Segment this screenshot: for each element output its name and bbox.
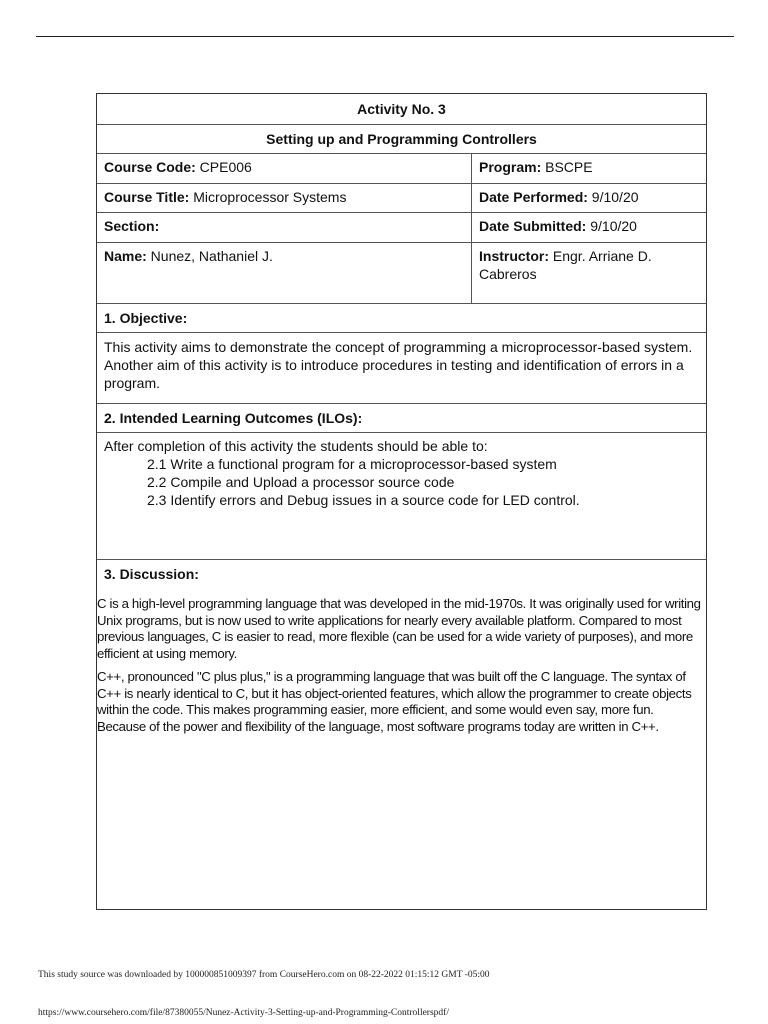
discussion-heading: 3. Discussion: bbox=[104, 566, 199, 582]
subtitle-row bbox=[97, 124, 706, 153]
discussion-body bbox=[97, 583, 706, 735]
discussion-paragraph: C is a high-level programming language that was developed in the mid-1970s. It was originally used for writing Unix programs, but is now used to write applications for nearly every available platform. Compared to most previous languages, C is easier to read, more flexible (can be used for a wide variety of purposes), and more efficient at using memory. bbox=[97, 596, 701, 661]
discussion-row bbox=[97, 559, 706, 909]
date-performed-value: 9/10/20 bbox=[587, 189, 639, 205]
course-title-value: Microprocessor Systems bbox=[189, 189, 347, 205]
objective-body-row bbox=[97, 332, 706, 403]
ilo-body-row bbox=[97, 432, 706, 559]
course-code-value: CPE006 bbox=[195, 159, 252, 175]
activity-subtitle: Setting up and Programming Controllers bbox=[266, 131, 537, 147]
ilo-item: 2.2 Compile and Upload a processor source code bbox=[147, 474, 455, 490]
program-value: BSCPE bbox=[541, 159, 593, 175]
download-notice: This study source was downloaded by 100000851009397 from CourseHero.com on 08-22-2022 01:15:12 GMT -05:00 bbox=[38, 970, 490, 980]
ilo-heading: 2. Intended Learning Outcomes (ILOs): bbox=[104, 410, 363, 426]
info-row-2 bbox=[97, 183, 706, 212]
date-performed-label: Date Performed: bbox=[479, 189, 588, 205]
date-submitted-value: 9/10/20 bbox=[586, 218, 637, 234]
info-row-3 bbox=[97, 212, 706, 242]
instructor-label: Instructor: bbox=[479, 248, 549, 264]
objective-text: This activity aims to demonstrate the concept of programming a microprocessor-based system. Another aim of this activity is to introduce procedures in testing and identification of errors in a program. bbox=[104, 339, 693, 391]
top-rule bbox=[36, 36, 734, 37]
discussion-paragraph: C++, pronounced "C plus plus," is a programming language that was built off the C language. The syntax of C++ is nearly identical to C, but it has object-oriented features, which allow the programmer to create objects within the code. This makes programming easier, more efficient, and some would even say, more fun. Because of the power and flexibility of the language, most software programs today are written in C++. bbox=[97, 669, 692, 734]
name-label: Name: bbox=[104, 248, 147, 264]
objective-heading-row bbox=[97, 303, 706, 332]
ilo-item: 2.3 Identify errors and Debug issues in a source code for LED control. bbox=[147, 492, 580, 508]
instructor-value: Engr. Arriane D. Cabreros bbox=[479, 248, 652, 282]
ilo-body bbox=[97, 433, 587, 559]
instructor-cell bbox=[472, 243, 706, 303]
section-label: Section: bbox=[104, 218, 160, 234]
title-row bbox=[97, 94, 706, 124]
objective-heading: 1. Objective: bbox=[104, 310, 188, 326]
activity-title: Activity No. 3 bbox=[357, 101, 446, 117]
name-value: Nunez, Nathaniel J. bbox=[146, 248, 273, 264]
date-submitted-cell bbox=[472, 213, 706, 242]
course-code-cell bbox=[97, 154, 472, 183]
source-url[interactable]: https://www.coursehero.com/file/87380055/Nunez-Activity-3-Setting-up-and-Programming-Controllerspdf/ bbox=[38, 1008, 449, 1018]
ilo-heading-row bbox=[97, 403, 706, 432]
course-title-label: Course Title: bbox=[104, 189, 190, 205]
ilo-item: 2.1 Write a functional program for a microprocessor-based system bbox=[147, 456, 557, 472]
ilo-intro: After completion of this activity the students should be able to: bbox=[104, 438, 488, 454]
course-title-cell bbox=[97, 184, 472, 212]
info-row-1 bbox=[97, 153, 706, 183]
course-code-label: Course Code: bbox=[104, 159, 196, 175]
program-cell bbox=[472, 154, 706, 183]
date-performed-cell bbox=[472, 184, 706, 212]
section-cell bbox=[97, 213, 472, 242]
date-submitted-label: Date Submitted: bbox=[479, 218, 587, 234]
activity-sheet bbox=[96, 93, 707, 910]
info-row-4 bbox=[97, 242, 706, 303]
name-cell bbox=[97, 243, 472, 303]
program-label: Program: bbox=[479, 159, 542, 175]
